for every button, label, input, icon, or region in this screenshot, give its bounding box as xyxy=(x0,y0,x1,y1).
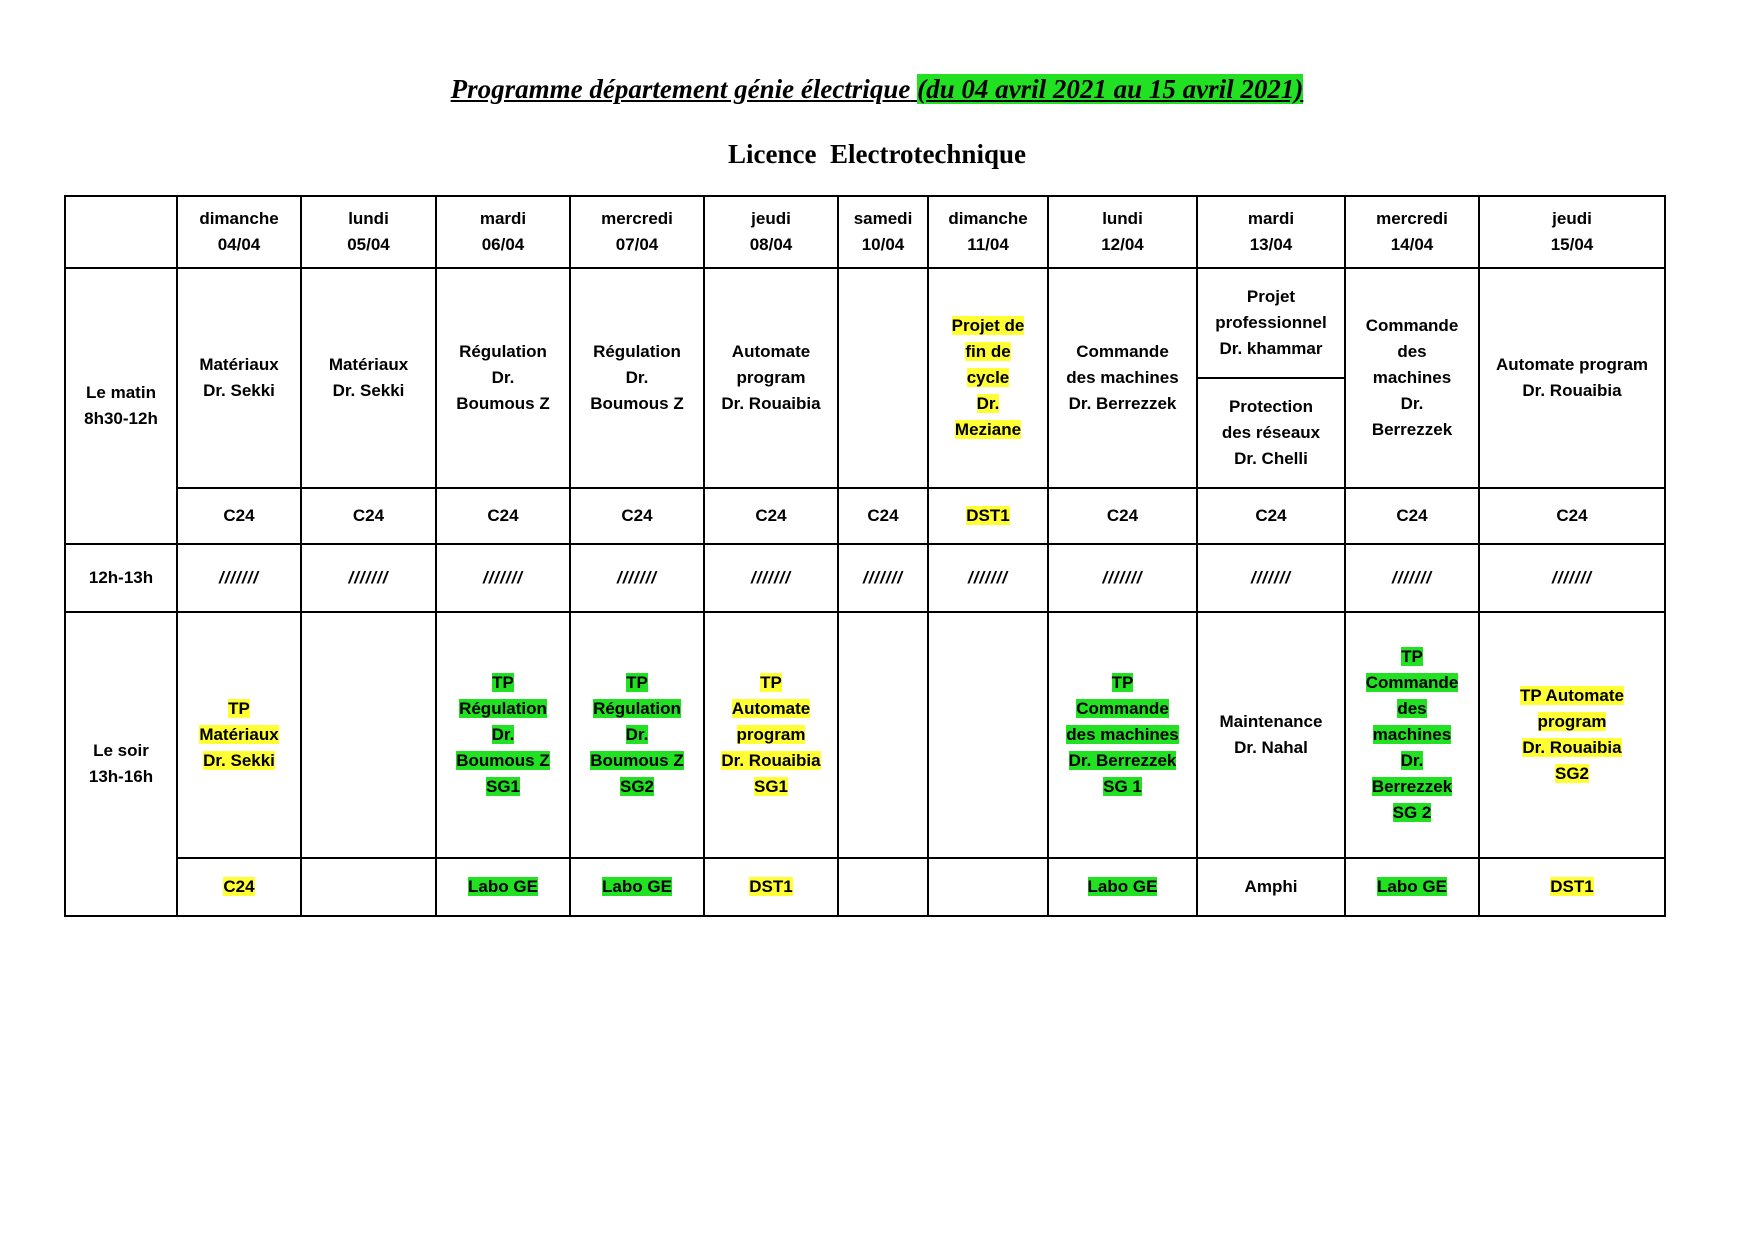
course-line: machines xyxy=(1372,725,1452,744)
room-label: C24 xyxy=(621,506,653,525)
course-line: Matériaux xyxy=(328,355,409,374)
header-row xyxy=(65,196,1665,268)
course-line: program xyxy=(1537,712,1607,731)
break-mark: /////// xyxy=(177,544,301,612)
day-header xyxy=(1048,196,1197,268)
course-line: SG1 xyxy=(485,777,521,796)
course-line: Dr. Sekki xyxy=(332,381,405,400)
room-label: DST1 xyxy=(1550,877,1594,896)
lunch-row xyxy=(65,544,1665,612)
day-header xyxy=(838,196,928,268)
room-cell xyxy=(928,858,1048,916)
room-cell xyxy=(1197,488,1345,544)
room-label: C24 xyxy=(223,506,255,525)
day-header xyxy=(704,196,838,268)
course-cell xyxy=(436,612,570,858)
course-line: SG 1 xyxy=(1103,777,1142,796)
room-label: Labo GE xyxy=(602,877,672,896)
room-label: DST1 xyxy=(966,506,1010,525)
room-cell xyxy=(1479,858,1665,916)
evening-row xyxy=(65,612,1665,858)
course-line: Régulation xyxy=(593,342,681,361)
room-label: C24 xyxy=(1106,506,1139,525)
room-label: Labo GE xyxy=(1087,877,1158,896)
room-cell xyxy=(838,858,928,916)
course-cell xyxy=(838,268,928,488)
room-label: Labo GE xyxy=(468,877,538,896)
day-header xyxy=(436,196,570,268)
break-mark: /////// xyxy=(1479,544,1665,612)
day-name: jeudi xyxy=(751,209,791,228)
course-line: Matériaux xyxy=(199,355,279,374)
room-label: C24 xyxy=(867,506,899,525)
course-line: Dr. xyxy=(976,394,1000,413)
course-line: Dr. Rouaibia xyxy=(721,751,821,770)
room-cell xyxy=(1048,488,1197,544)
course-line: Automate xyxy=(731,342,811,361)
course-line: machines xyxy=(1372,368,1452,387)
day-header xyxy=(1479,196,1665,268)
room-cell xyxy=(570,858,704,916)
room-label: DST1 xyxy=(749,877,793,896)
course-line: des machines xyxy=(1066,368,1179,387)
day-name: dimanche xyxy=(948,209,1028,228)
day-name: lundi xyxy=(348,209,389,228)
course-line: TP xyxy=(626,673,648,692)
course-line: Dr. xyxy=(1400,394,1424,413)
course-cell xyxy=(1197,612,1345,858)
course-line: Commande xyxy=(1365,673,1459,692)
course-line: Dr. khammar xyxy=(1219,339,1323,358)
room-label: C24 xyxy=(755,506,787,525)
day-date: 10/04 xyxy=(861,235,905,254)
room-cell xyxy=(177,488,301,544)
course-line: Projet de xyxy=(951,316,1025,335)
course-line: SG2 xyxy=(619,777,655,796)
course-line: fin de xyxy=(965,342,1011,361)
course-line: Dr. Rouaibia xyxy=(1522,381,1622,400)
course-line: Dr. xyxy=(1400,751,1424,770)
day-name: dimanche xyxy=(199,209,279,228)
day-date: 05/04 xyxy=(347,235,390,254)
course-line: Automate xyxy=(731,699,811,718)
course-line: SG 2 xyxy=(1392,803,1432,822)
course-line: Dr. Sekki xyxy=(203,751,275,770)
course-line: Boumous Z xyxy=(590,751,684,770)
course-line: Dr. xyxy=(625,368,649,387)
course-line: Dr. Sekki xyxy=(203,381,275,400)
course-line: TP xyxy=(228,699,250,718)
course-line: Régulation xyxy=(459,699,547,718)
course-cell xyxy=(177,612,301,858)
room-cell xyxy=(704,858,838,916)
day-name: lundi xyxy=(1102,209,1143,228)
room-label: Amphi xyxy=(1244,877,1298,896)
course-line: Automate program xyxy=(1495,355,1649,374)
period-label-evening: Le soir 13h-16h xyxy=(65,612,177,916)
course-line: Berrezzek xyxy=(1371,420,1453,439)
day-header xyxy=(177,196,301,268)
course-line: Commande xyxy=(1365,316,1459,335)
day-date: 06/04 xyxy=(481,235,525,254)
course-cell xyxy=(928,268,1048,488)
course-cell xyxy=(301,612,436,858)
day-header xyxy=(1197,196,1345,268)
day-date: 14/04 xyxy=(1390,235,1434,254)
room-label: C24 xyxy=(1556,506,1588,525)
course-cell xyxy=(704,612,838,858)
break-mark: /////// xyxy=(1048,544,1197,612)
course-line: Matériaux xyxy=(199,725,279,744)
course-line: program xyxy=(736,725,806,744)
title-main: Programme département génie électrique xyxy=(450,74,911,104)
course-line: Dr. xyxy=(491,725,515,744)
room-cell xyxy=(1197,858,1345,916)
day-date: 13/04 xyxy=(1249,235,1293,254)
day-date: 07/04 xyxy=(615,235,659,254)
day-name: mercredi xyxy=(1376,209,1448,228)
course-line: TP xyxy=(1111,673,1134,692)
period-label-lunch: 12h-13h xyxy=(65,544,177,612)
course-line: Dr. Rouaibia xyxy=(1522,738,1622,757)
course-line: professionnel xyxy=(1215,313,1327,332)
course-line: Dr. Berrezzek xyxy=(1068,394,1177,413)
course-cell xyxy=(570,612,704,858)
course-cell xyxy=(1197,268,1345,378)
course-line: Boumous Z xyxy=(456,394,550,413)
course-cell xyxy=(301,268,436,488)
course-line: SG1 xyxy=(753,777,789,796)
course-line: des réseaux xyxy=(1221,423,1321,442)
break-mark: /////// xyxy=(570,544,704,612)
course-cell xyxy=(838,612,928,858)
room-label: C24 xyxy=(1255,506,1287,525)
room-cell xyxy=(1345,858,1479,916)
room-cell xyxy=(436,488,570,544)
room-label: C24 xyxy=(487,506,519,525)
course-cell xyxy=(1048,268,1197,488)
course-cell xyxy=(1345,612,1479,858)
day-name: mardi xyxy=(479,209,527,228)
corner-cell xyxy=(65,196,177,268)
room-cell xyxy=(177,858,301,916)
break-mark: /////// xyxy=(704,544,838,612)
day-name: mercredi xyxy=(601,209,673,228)
course-line: Dr. Rouaibia xyxy=(721,394,821,413)
course-line: Meziane xyxy=(954,420,1022,439)
course-line: Dr. Chelli xyxy=(1234,449,1308,468)
break-mark: /////// xyxy=(838,544,928,612)
room-cell xyxy=(1048,858,1197,916)
course-line: cycle xyxy=(966,368,1010,387)
course-line: Projet xyxy=(1246,287,1296,306)
evening-room-row xyxy=(65,858,1665,916)
course-line: Boumous Z xyxy=(590,394,684,413)
course-cell xyxy=(436,268,570,488)
room-cell xyxy=(570,488,704,544)
break-mark: /////// xyxy=(436,544,570,612)
course-line: TP xyxy=(1401,647,1423,666)
course-cell xyxy=(1345,268,1479,488)
day-date: 04/04 xyxy=(217,235,261,254)
day-date: 12/04 xyxy=(1101,235,1144,254)
course-line: program xyxy=(736,368,806,387)
period-label-morning: Le matin 8h30-12h xyxy=(65,268,177,544)
day-date: 15/04 xyxy=(1550,235,1594,254)
room-cell xyxy=(928,488,1048,544)
room-label: Labo GE xyxy=(1377,877,1447,896)
room-cell xyxy=(301,858,436,916)
title-dates: (du 04 avril 2021 au 15 avril 2021) xyxy=(917,74,1304,104)
course-line: Régulation xyxy=(593,699,681,718)
schedule-table xyxy=(64,195,1666,917)
room-cell xyxy=(1479,488,1665,544)
course-line: Maintenance xyxy=(1219,712,1323,731)
course-cell xyxy=(1479,268,1665,488)
course-cell xyxy=(570,268,704,488)
course-cell-secondary xyxy=(1197,378,1345,488)
course-line: Dr. xyxy=(491,368,515,387)
course-line: des xyxy=(1397,342,1427,361)
course-line: des xyxy=(1397,699,1427,718)
course-line: Boumous Z xyxy=(456,751,550,770)
course-line: TP xyxy=(760,673,782,692)
room-cell xyxy=(301,488,436,544)
break-mark: /////// xyxy=(1197,544,1345,612)
course-line: Protection xyxy=(1228,397,1314,416)
course-line: Dr. xyxy=(625,725,649,744)
course-line: des machines xyxy=(1066,725,1179,744)
course-line: Berrezzek xyxy=(1371,777,1453,796)
break-mark: /////// xyxy=(928,544,1048,612)
day-header xyxy=(570,196,704,268)
course-cell xyxy=(704,268,838,488)
course-line: SG2 xyxy=(1554,764,1590,783)
course-line: Dr. Nahal xyxy=(1234,738,1308,757)
day-header xyxy=(301,196,436,268)
room-cell xyxy=(838,488,928,544)
room-cell xyxy=(1345,488,1479,544)
course-cell xyxy=(928,612,1048,858)
break-mark: /////// xyxy=(1345,544,1479,612)
morning-row xyxy=(65,268,1665,378)
day-date: 11/04 xyxy=(967,235,1009,254)
day-date: 08/04 xyxy=(749,235,793,254)
document-subtitle: Licence Electrotechnique xyxy=(728,139,1026,169)
course-cell xyxy=(1479,612,1665,858)
course-cell xyxy=(177,268,301,488)
day-header xyxy=(1345,196,1479,268)
morning-room-row xyxy=(65,488,1665,544)
course-line: Dr. Berrezzek xyxy=(1068,751,1177,770)
room-label: C24 xyxy=(352,506,385,525)
course-line: TP Automate xyxy=(1520,686,1624,705)
day-name: jeudi xyxy=(1552,209,1592,228)
break-mark: /////// xyxy=(301,544,436,612)
day-name: mardi xyxy=(1247,209,1295,228)
room-label: C24 xyxy=(1396,506,1428,525)
day-name: samedi xyxy=(853,209,913,228)
room-cell xyxy=(704,488,838,544)
room-label: C24 xyxy=(223,877,255,896)
room-cell xyxy=(436,858,570,916)
course-line: Régulation xyxy=(459,342,547,361)
document-title xyxy=(0,74,1754,105)
course-cell xyxy=(1048,612,1197,858)
course-line: TP xyxy=(492,673,514,692)
day-header xyxy=(928,196,1048,268)
course-line: Commande xyxy=(1076,342,1169,361)
course-line: Commande xyxy=(1076,699,1169,718)
